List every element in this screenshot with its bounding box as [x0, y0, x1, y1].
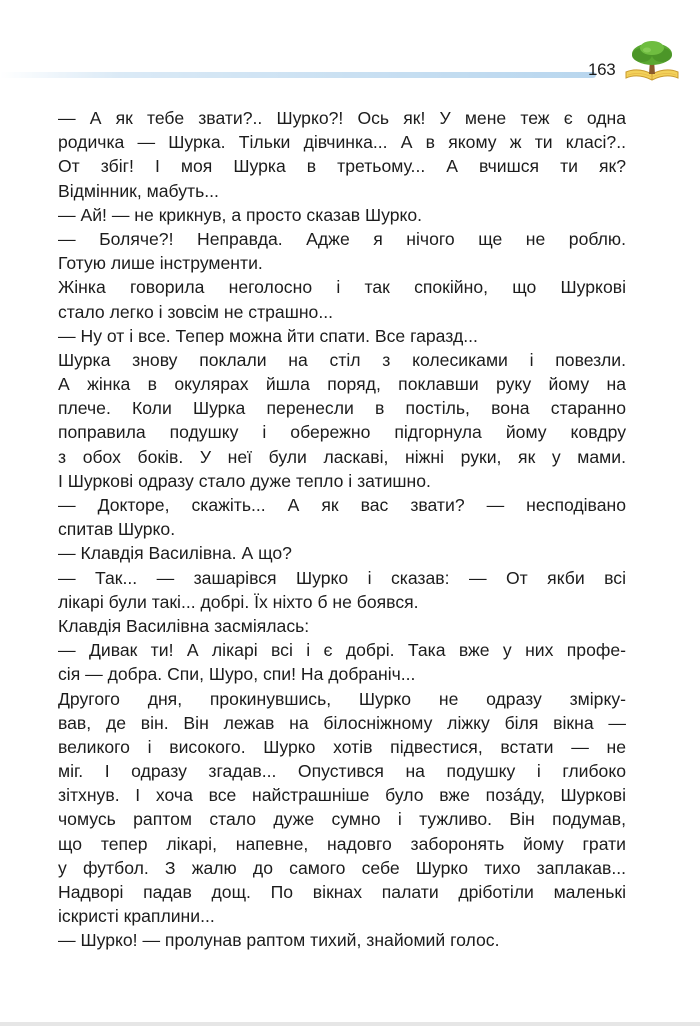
header-rule	[0, 72, 596, 78]
text-line: Відмінник, мабуть...	[58, 180, 219, 201]
text-line: з обох боків. У неї були ласкаві, ніжні руки, як у мами.	[58, 446, 626, 467]
text-line: — Ну от і все. Тепер можна йти спати. Все гаразд...	[58, 325, 478, 346]
text-line: — Так... — зашарівся Шурко і сказав: — От якби всі	[58, 567, 626, 588]
text-line: стало легко і зовсім не страшно...	[58, 301, 333, 322]
text-line: що тепер лікарі, напевне, надовго заборонять йому грати	[58, 833, 626, 854]
text-line: Жінка говорила неголосно і так спокійно, що Шуркові	[58, 277, 626, 298]
text-line: родичка — Шурка. Тільки дівчинка... А в якому ж ти класі?..	[58, 132, 626, 153]
text-line: іскристі краплини...	[58, 906, 215, 927]
text-line: А жінка в окулярах йшла поряд, поклавши руку йому на	[58, 374, 626, 395]
text-line: зітхнув. І хоча все найстрашніше було вже позáду, Шуркові	[58, 785, 626, 806]
text-line: — Дивак ти! А лікарі всі і є добрі. Така вже у них профе-	[58, 640, 626, 661]
story-text	[58, 106, 626, 953]
text-line: Другого дня, прокинувшись, Шурко не одразу змірку-	[58, 688, 626, 709]
page-number: 163	[588, 60, 616, 79]
text-line: сія — добра. Спи, Шуро, спи! На добраніч...	[58, 664, 416, 685]
text-line: Клавдія Василівна засміялась:	[58, 615, 310, 636]
text-line: поправила подушку і обережно підгорнула йому ковдру	[58, 422, 626, 443]
text-line: — Докторе, скажіть... А як вас звати? — несподівано	[58, 495, 626, 515]
text-line: І Шуркові одразу стало дуже тепло і затишно.	[58, 470, 431, 491]
text-line: лікарі були такі... добрі. Їх ніхто б не боявся.	[58, 591, 419, 612]
text-line: чомусь раптом стало дуже сумно і тужливо. Він подумав,	[58, 809, 626, 830]
text-line: Надворі падав дощ. По вікнах палати дріботіли маленькі	[58, 882, 626, 902]
text-line: міг. І одразу згадав... Опустився на подушку і глибоко	[58, 761, 626, 782]
text-line: плече. Коли Шурка перенесли в постіль, вона старанно	[58, 398, 626, 419]
text-line: у футбол. З жалю до самого себе Шурко тихо заплакав...	[58, 857, 626, 878]
text-line: — Шурко! — пролунав раптом тихий, знайомий голос.	[58, 930, 500, 951]
page-bottom-edge	[0, 1022, 700, 1026]
text-line: Готую лише інструменти.	[58, 253, 263, 274]
text-line: От збіг! І моя Шурка в третьому... А вчишся ти як?	[58, 156, 626, 177]
text-line: — Боляче?! Неправда. Адже я нічого ще не роблю.	[58, 228, 626, 249]
book-tree-icon	[622, 38, 682, 84]
text-line: спитав Шурко.	[58, 519, 176, 540]
text-line: — А як тебе звати?.. Шурко?! Ось як! У мене теж є одна	[58, 108, 626, 128]
text-line: вав, де він. Він лежав на білосніжному ліжку біля вікна —	[58, 712, 626, 733]
text-line: великого і високого. Шурко хотів підвестися, встати — не	[58, 736, 626, 757]
text-line: — Клавдія Василівна. А що?	[58, 543, 292, 564]
text-line: Шурка знову поклали на стіл з колесиками і повезли.	[58, 349, 626, 370]
text-line: — Ай! — не крикнув, а просто сказав Шурко.	[58, 204, 423, 225]
